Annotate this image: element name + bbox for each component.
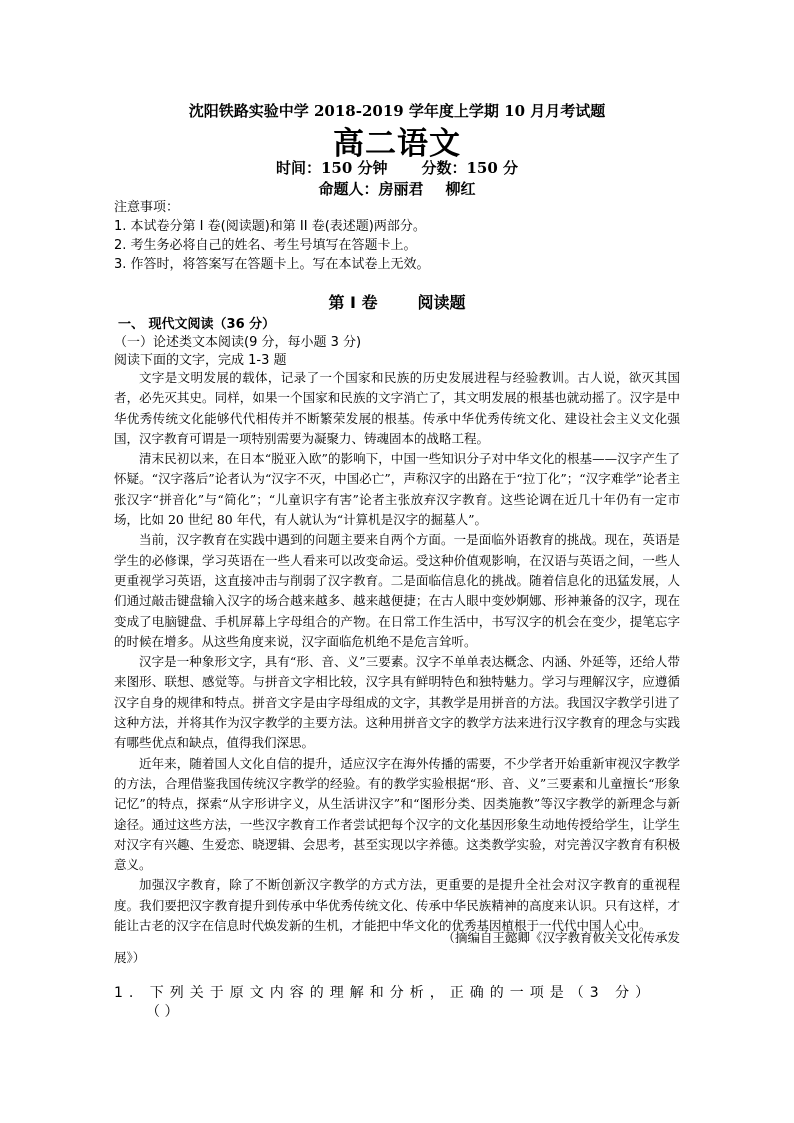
- source-line: 展》）: [114, 950, 146, 966]
- part-label: 第 I 卷: [328, 293, 378, 312]
- section-subtitle: （一）论述类文本阅读(9 分，每小题 3 分): [114, 335, 362, 350]
- question-1-stem: 1. 下列关于原文内容的理解和分析，正确的一项是（3 分）: [114, 985, 656, 1001]
- passage-paragraph: 文字是文明发展的载体，记录了一个国家和民族的历史发展进程与经验教训。古人说，欲灭其国者，必先灭其史。同样，如果一个国家和民族的文字消亡了，其文明发展的根基也就动摇了。汉字是中华优秀传统文化能够代代相传并不断繁荣发展的根基。传承中华优秀传统文化、建设社会主义文化强国，汉字教育可谓是一项特别需要为凝聚力、铸魂固本的战略工程。: [114, 370, 680, 446]
- part-name: 阅读题: [417, 293, 466, 312]
- section-title: 一、 现代文阅读（36 分）: [118, 317, 276, 332]
- notice-block: [114, 198, 430, 274]
- question-1-answer-blank: （ ）: [146, 1004, 179, 1020]
- exam-meta: [0, 157, 794, 178]
- section-instruction: 阅读下面的文字，完成 1-3 题: [114, 353, 287, 368]
- subject-title: 高二语文: [333, 126, 461, 162]
- passage-paragraph: 近年来，随着国人文化自信的提升，适应汉字在海外传播的需要，不少学者开始重新审视汉字教学的方法，合理借鉴我国传统汉字教学的经验。有的教学实验根据“形、音、义”三要素和儿童擅长“形象记忆”的特点，探索“从字形讲字义，从生活讲汉字”和“图形分类、因类施教”等汉字教学的新理念与新途径。通过这些方法，一些汉字教育工作者尝试把每个汉字的文化基因形象生动地传授给学生，让学生对汉字有兴趣、生爱恋、晓逻辑、会思考，甚至实现以字养德。这类教学实验，对完善汉字教育有积极意义。: [114, 755, 680, 873]
- passage-paragraph: 清末民初以来，在日本“脱亚入欧”的影响下，中国一些知识分子对中华文化的根基——汉字产生了怀疑。“汉字落后”论者认为“汉字不灭，中国必亡”，声称汉字的出路在于“拉丁化”；“汉字难学”论者主张汉字“拼音化”与“简化”；“儿童识字有害”论者主张放弃汉字教育。这些论调在近几十年仍有一定市场，比如 20 世纪 80 年代，有人就认为“计算机是汉字的掘墓人”。: [114, 451, 680, 528]
- notice-item: 2. 考生务必将自己的姓名、考生号填写在答题卡上。: [114, 238, 417, 253]
- source-line: （摘编自王懿卿《汉字教育攸关文化传承发: [442, 930, 680, 945]
- part-heading: [0, 290, 794, 313]
- passage-paragraph: 当前，汉字教育在实践中遇到的问题主要来自两个方面。一是面临外语教育的挑战。现在，英语是学生的必修课，学习英语在一些人看来可以改变命运。受这种价值观影响，在汉语与英语之间，一些人更重视学习英语，这直接冲击与削弱了汉字教育。二是面临信息化的挑战。随着信息化的迅猛发展，人们通过敲击键盘输入汉字的场合越来越多、越来越便捷；在古人眼中变妙婀娜、形神兼备的汉字，现在变成了电脑键盘、手机屏幕上字母组合的产物。在日常工作生活中，书写汉字的机会在变少，提笔忘字的时候在增多。从这些角度来说，汉字面临危机绝不是危言耸听。: [114, 532, 680, 649]
- passage-paragraph: 加强汉字教育，除了不断创新汉字教学的方式方法，更重要的是提升全社会对汉字教育的重视程度。我们要把汉字教育提升到传承中华优秀传统文化、传承中华民族精神的高度来认识。只有这样，才能让古老的汉字在信息时代焕发新的生机，才能把中华文化的优秀基因植根于一代代中国人心中。: [114, 877, 680, 934]
- notice-title: 注意事项：: [114, 200, 180, 215]
- author-primary: 命题人：房丽君: [318, 180, 424, 198]
- passage-paragraph: 汉字是一种象形文字，具有“形、音、义”三要素。汉字不单单表达概念、内涵、外延等，还给人带来图形、联想、感觉等。与拼音文字相比较，汉字具有鲜明特色和独特魅力。学习与理解汉字，应遵循汉字自身的规律和特点。拼音文字是由字母组成的文字，其教学是用拼音的方法。我国汉字教学引进了这种方法，并将其作为汉字教学的主要方法。这种用拼音文字的教学方法来进行汉字教育的理念与实践有哪些优点和缺点，值得我们深思。: [114, 654, 680, 751]
- author-secondary: 柳红: [445, 180, 476, 198]
- exam-time: 时间：150 分钟: [275, 159, 388, 177]
- exam-authors: [0, 178, 794, 199]
- notice-item: 1. 本试卷分第 I 卷(阅读题)和第 II 卷(表述题)两部分。: [114, 219, 426, 234]
- passage-source: [114, 928, 680, 969]
- exam-header: 沈阳铁路实验中学 2018-2019 学年度上学期 10 月月考试题: [188, 102, 606, 120]
- notice-item: 3. 作答时，将答案写在答题卡上。写在本试卷上无效。: [114, 257, 430, 272]
- reading-passage: [114, 368, 680, 936]
- exam-score: 分数：150 分: [421, 159, 519, 177]
